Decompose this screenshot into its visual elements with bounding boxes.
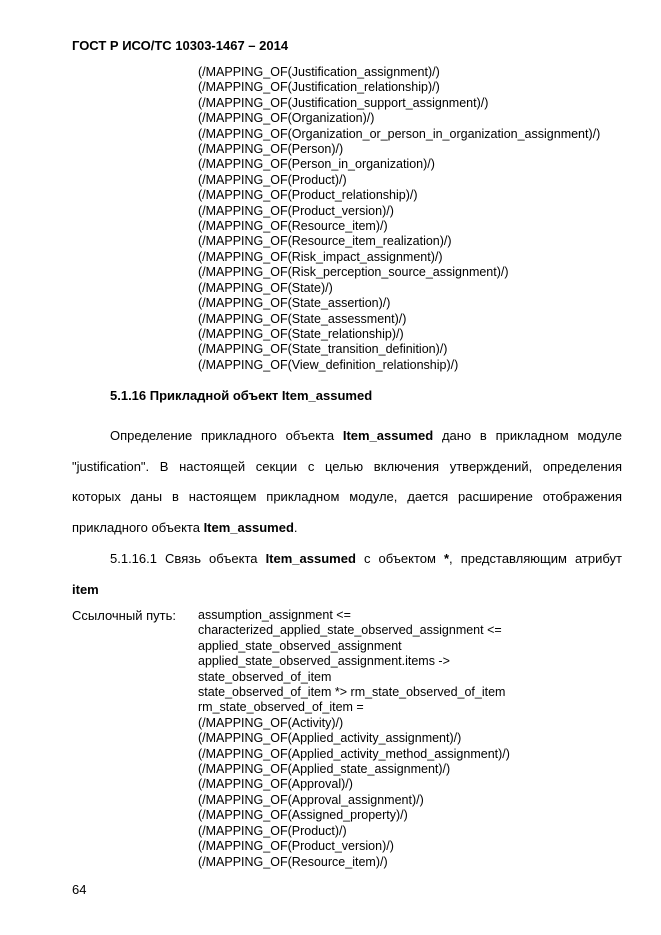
paragraph-line	[72, 421, 622, 452]
path-line: characterized_applied_state_observed_assignment <=	[198, 623, 502, 638]
mapping-line: (/MAPPING_OF(Organization)/)	[198, 111, 375, 126]
mapping-line: (/MAPPING_OF(State_transition_definition)/)	[198, 342, 448, 357]
mapping-line: (/MAPPING_OF(State_relationship)/)	[198, 326, 404, 341]
text-run: , представляющим атрибут	[449, 551, 622, 566]
definition-paragraph	[72, 421, 622, 543]
mapping-line: (/MAPPING_OF(Risk_perception_source_assignment)/)	[198, 265, 509, 280]
path-line: (/MAPPING_OF(Assigned_property)/)	[198, 808, 408, 823]
reference-path-label: Ссылочный путь:	[72, 608, 176, 623]
mapping-line: (/MAPPING_OF(View_definition_relationship)/)	[198, 357, 459, 372]
paragraph-line: которых даны в настоящем прикладном модуле, дается расширение отображения	[72, 489, 622, 504]
path-line: assumption_assignment <=	[198, 608, 351, 622]
text-run: Определение прикладного объекта	[110, 428, 343, 443]
mapping-line: (/MAPPING_OF(Person_in_organization)/)	[198, 157, 435, 172]
path-line: state_observed_of_item *> rm_state_observed_of_item	[198, 685, 506, 700]
text-run: 5.1.16.1 Связь объекта	[110, 551, 266, 566]
mapping-line: (/MAPPING_OF(State)/)	[198, 280, 333, 295]
path-line: (/MAPPING_OF(Resource_item)/)	[198, 854, 388, 869]
reference-path	[198, 608, 510, 870]
path-line: (/MAPPING_OF(Activity)/)	[198, 715, 344, 730]
mapping-line: (/MAPPING_OF(Person)/)	[198, 142, 344, 157]
path-line: (/MAPPING_OF(Product_version)/)	[198, 839, 394, 854]
mapping-line: (/MAPPING_OF(Organization_or_person_in_organization_assignment)/)	[198, 126, 601, 141]
text-run: с объектом	[355, 551, 444, 566]
path-line: (/MAPPING_OF(Approval)/)	[198, 777, 353, 792]
attribute-name: item	[72, 581, 99, 597]
entity-name: Item_assumed	[342, 428, 434, 443]
path-line: applied_state_observed_assignment	[198, 638, 402, 653]
entity-name: Item_assumed	[203, 519, 294, 535]
path-line: (/MAPPING_OF(Approval_assignment)/)	[198, 792, 424, 807]
entity-name: Item_assumed	[265, 551, 356, 566]
mapping-line: (/MAPPING_OF(State_assessment)/)	[198, 311, 407, 326]
mapping-line: (/MAPPING_OF(Justification_support_assignment)/)	[198, 95, 489, 110]
page-number: 64	[72, 882, 87, 897]
mapping-line: (/MAPPING_OF(Justification_relationship)/)	[198, 80, 440, 95]
mapping-list	[198, 65, 600, 373]
path-line: (/MAPPING_OF(Applied_activity_assignment)/)	[198, 731, 462, 746]
subsection-paragraph	[72, 544, 622, 605]
path-line: (/MAPPING_OF(Product)/)	[198, 823, 347, 838]
mapping-line: (/MAPPING_OF(Justification_assignment)/)	[198, 65, 440, 79]
path-line: applied_state_observed_assignment.items ->	[198, 654, 450, 669]
path-line: rm_state_observed_of_item =	[198, 700, 364, 715]
mapping-line: (/MAPPING_OF(Product_version)/)	[198, 203, 394, 218]
asterisk-symbol: *	[443, 551, 450, 566]
paragraph-line: "justification". В настоящей секции с целью включения утверждений, определения	[72, 458, 622, 474]
mapping-line: (/MAPPING_OF(State_assertion)/)	[198, 296, 391, 311]
document-header: ГОСТ Р ИСО/ТС 10303-1467 – 2014	[72, 38, 289, 53]
path-line: (/MAPPING_OF(Applied_state_assignment)/)	[198, 762, 451, 777]
mapping-line: (/MAPPING_OF(Resource_item_realization)/)	[198, 234, 452, 249]
text-run: прикладного объекта	[72, 519, 204, 535]
mapping-line: (/MAPPING_OF(Product_relationship)/)	[198, 188, 418, 203]
paragraph-line	[72, 544, 622, 575]
path-line: (/MAPPING_OF(Applied_activity_method_assignment)/)	[198, 746, 510, 761]
path-line: state_observed_of_item	[198, 669, 332, 684]
text-run: .	[293, 519, 298, 535]
paragraph-line	[72, 513, 622, 544]
mapping-line: (/MAPPING_OF(Resource_item)/)	[198, 219, 388, 234]
section-title: 5.1.16 Прикладной объект Item_assumed	[110, 388, 373, 403]
text-run: дано в прикладном модуле	[433, 428, 622, 443]
mapping-line: (/MAPPING_OF(Product)/)	[198, 172, 347, 187]
mapping-line: (/MAPPING_OF(Risk_impact_assignment)/)	[198, 249, 443, 264]
paragraph-line	[72, 575, 622, 606]
